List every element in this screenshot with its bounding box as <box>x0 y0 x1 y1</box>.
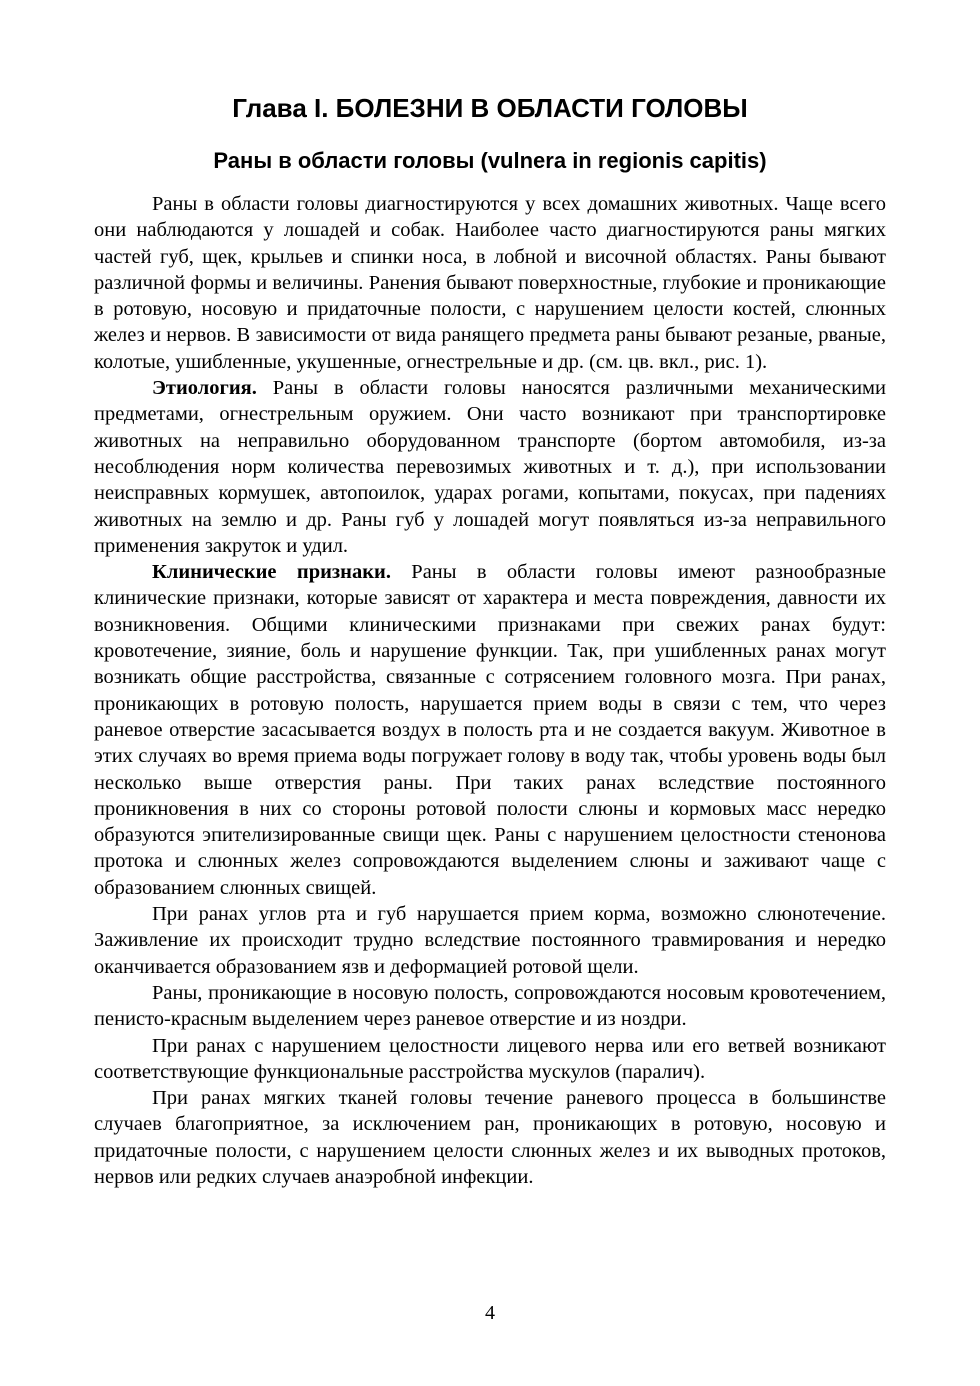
paragraph-text: При ранах с нарушением целостности лицевого нерва или его ветвей возникают соответствующие функциональные расстройства мускулов (паралич). <box>94 1034 886 1083</box>
paragraph-5 <box>94 980 886 1033</box>
paragraph-lead: Этиология. <box>152 377 257 400</box>
paragraph-text: Раны в области головы наносятся различными механическими предметами, огнестрельным оружием. Они часто возникают при транспортировке животных на неправильно оборудованном транспорте (бортом автомобиля, из-за несоблюдения норм количества перевозимых животных и т. д.), при использовании неисправных кормушек, автопоилок, ударах рогами, копытами, покусах, при падениях животных на землю и др. Раны губ у лошадей могут появляться из-за неправильного применения закруток и удил. <box>94 377 886 557</box>
paragraph-text: Раны в области головы имеют разнообразные клинические признаки, которые зависят от характера и места повреждения, давности их возникновения. Общими клиническими признаками при свежих ранах будут: кровотечение, зияние, боль и нарушение функции. Так, при ушибленных ранах могут возникать общие расстройства, связанные с сотрясением головного мозга. При ранах, проникающих в ротовую полость, нарушается прием воды в связи с тем, что через раневое отверстие засасывается воздух в полость рта и не создается вакуум. Животное в этих случаях во время приема воды погружает голову в воду так, чтобы уровень воды был несколько выше отверстия раны. При таких ранах вследствие постоянного проникновения в них со стороны ротовой полости слюны и кормовых масс нередко образуются эпителизированные свищи щек. Раны с нарушением целостности стенонова протока и слюнных желез сопровождаются выделением слюны и заживают чаще с образованием слюнных свищей. <box>94 561 886 899</box>
paragraph-1 <box>94 191 886 375</box>
paragraph-text: При ранах углов рта и губ нарушается прием корма, возможно слюнотечение. Заживление их происходит трудно вследствие постоянного травмирования и нередко оканчивается образованием язв и деформацией ротовой щели. <box>94 903 886 978</box>
paragraph-7 <box>94 1085 886 1190</box>
paragraph-text: Раны, проникающие в носовую полость, сопровождаются носовым кровотечением, пенисто-красным выделением через раневое отверстие и из ноздри. <box>94 981 886 1031</box>
paragraph-etiology <box>94 375 886 559</box>
page-number: 4 <box>485 1302 495 1324</box>
paragraph-4 <box>94 901 886 980</box>
paragraph-clinical-signs <box>94 559 886 901</box>
paragraph-lead: Клинические признаки. <box>152 561 391 584</box>
paragraph-text: Раны в области головы диагностируются у всех домашних животных. Чаще всего они наблюдаются у лошадей и собак. Наиболее часто диагностируются раны мягких частей губ, щек, крыльев и спинки носа, в лобной и височной областях. Раны бывают различной формы и величины. Ранения бывают поверхностные, глубокие и проникающие в ротовую, носовую и придаточные полости, с нарушением целости костей, слюнных желез и нервов. В зависимости от вида ранящего предмета раны бывают резаные, рваные, колотые, ушибленные, укушенные, огнестрельные и др. (см. цв. вкл., рис. 1). <box>94 193 886 373</box>
section-title: Раны в области головы (vulnera in regionis capitis) <box>213 148 767 173</box>
body-text <box>94 191 886 1190</box>
paragraph-6 <box>94 1033 886 1086</box>
paragraph-text: При ранах мягких тканей головы течение раневого процесса в большинстве случаев благоприятное, за исключением ран, проникающих в ротовую, носовую и придаточные полости, с нарушением целости слюнных желез и их выводных протоков, нервов или редких случаев анаэробной инфекции. <box>94 1087 886 1188</box>
chapter-title: Глава I. БОЛЕЗНИ В ОБЛАСТИ ГОЛОВЫ <box>232 93 748 123</box>
